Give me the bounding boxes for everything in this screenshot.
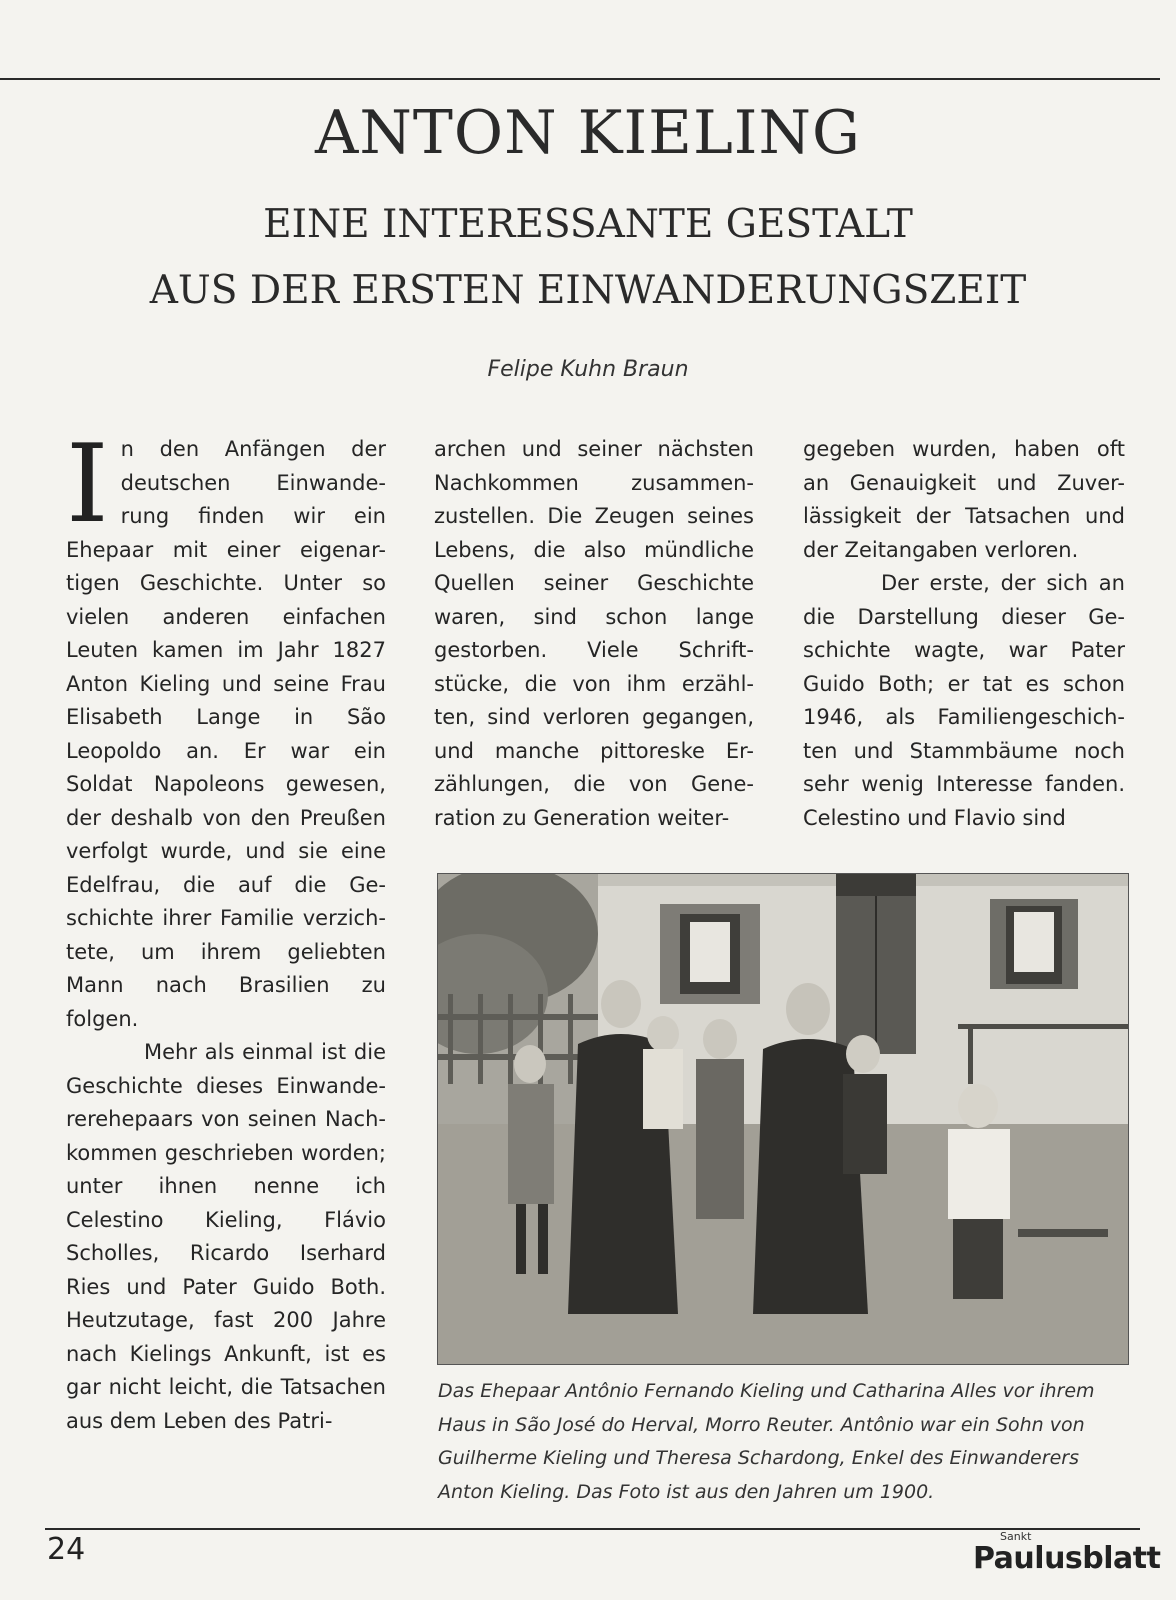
text-column-3 (803, 433, 1125, 835)
text-column-2 (434, 433, 754, 835)
article-subtitle-line1: EINE INTERESSANTE GESTALT (263, 202, 913, 247)
drop-cap: I (66, 422, 109, 547)
text-column-1 (66, 422, 386, 1438)
family-photo (437, 873, 1129, 1365)
article-subtitle-line2: AUS DER ERSTEN EINWANDERUNGSZEIT (149, 268, 1027, 313)
top-rule (0, 78, 1160, 80)
bottom-rule (45, 1528, 1140, 1530)
article-title: ANTON KIELING (315, 98, 861, 168)
paragraph: Der erste, der sich an die Darstellung dieser Ge-schichte wagte, war Pater Guido Both; er tat es schon 1946, als Familiengeschich-ten und Stammbäume noch sehr wenig Interesse fanden. Celestino und Flavio sind (803, 571, 1125, 830)
page-number: 24 (47, 1532, 86, 1567)
paragraph: archen und seiner nächsten Nachkommen zusammen-zustellen. Die Zeugen seines Lebens, die also mündliche Quellen seiner Geschichte waren, sind schon lange gestorben. Viele Schrift-stücke, die von ihm erzähl-ten, sind verloren gegangen, und manche pittoreske Er-zählungen, die von Gene-ration zu Generation weiter- (434, 437, 754, 830)
paragraph (66, 422, 386, 1036)
paragraph: gegeben wurden, haben oft an Genauigkeit und Zuver-lässigkeit der Tatsachen und der Zeitangaben verloren. (803, 437, 1125, 562)
family-photo-illustration (438, 874, 1128, 1364)
photo-caption: Das Ehepaar Antônio Fernando Kieling und Catharina Alles vor ihrem Haus in São José do Herval, Morro Reuter. Antônio war ein Sohn von Guilherme Kieling und Theresa Schardong, Enkel des Einwanderers Anton Kieling. Das Foto ist aus den Jahren um 1900. (438, 1380, 1095, 1503)
magazine-prefix: Sankt (1000, 1530, 1032, 1543)
article-author: Felipe Kuhn Braun (487, 357, 689, 382)
paragraph: Mehr als einmal ist die Geschichte dieses Einwande-rerehepaars von seinen Nach-kommen geschrieben worden; unter ihnen nenne ich Celestino Kieling, Flávio Scholles, Ricardo Iserhard Ries und Pater Guido Both. Heutzutage, fast 200 Jahre nach Kielings Ankunft, ist es gar nicht leicht, die Tatsachen aus dem Leben des Patri- (66, 1040, 386, 1433)
paragraph-text: n den Anfängen der deutschen Einwande-rung finden wir ein Ehepaar mit einer eigenar-tigen Geschichte. Unter so vielen anderen einfachen Leuten kamen im Jahr 1827 Anton Kieling und seine Frau Elisabeth Lange in São Leopoldo an. Er war ein Soldat Napoleons gewesen, der deshalb von den Preußen verfolgt wurde, und sie eine Edelfrau, die auf die Ge-schichte ihrer Familie verzich-tete, um ihrem geliebten Mann nach Brasilien zu folgen. (66, 437, 386, 1031)
magazine-name: Paulusblatt (973, 1541, 1161, 1576)
